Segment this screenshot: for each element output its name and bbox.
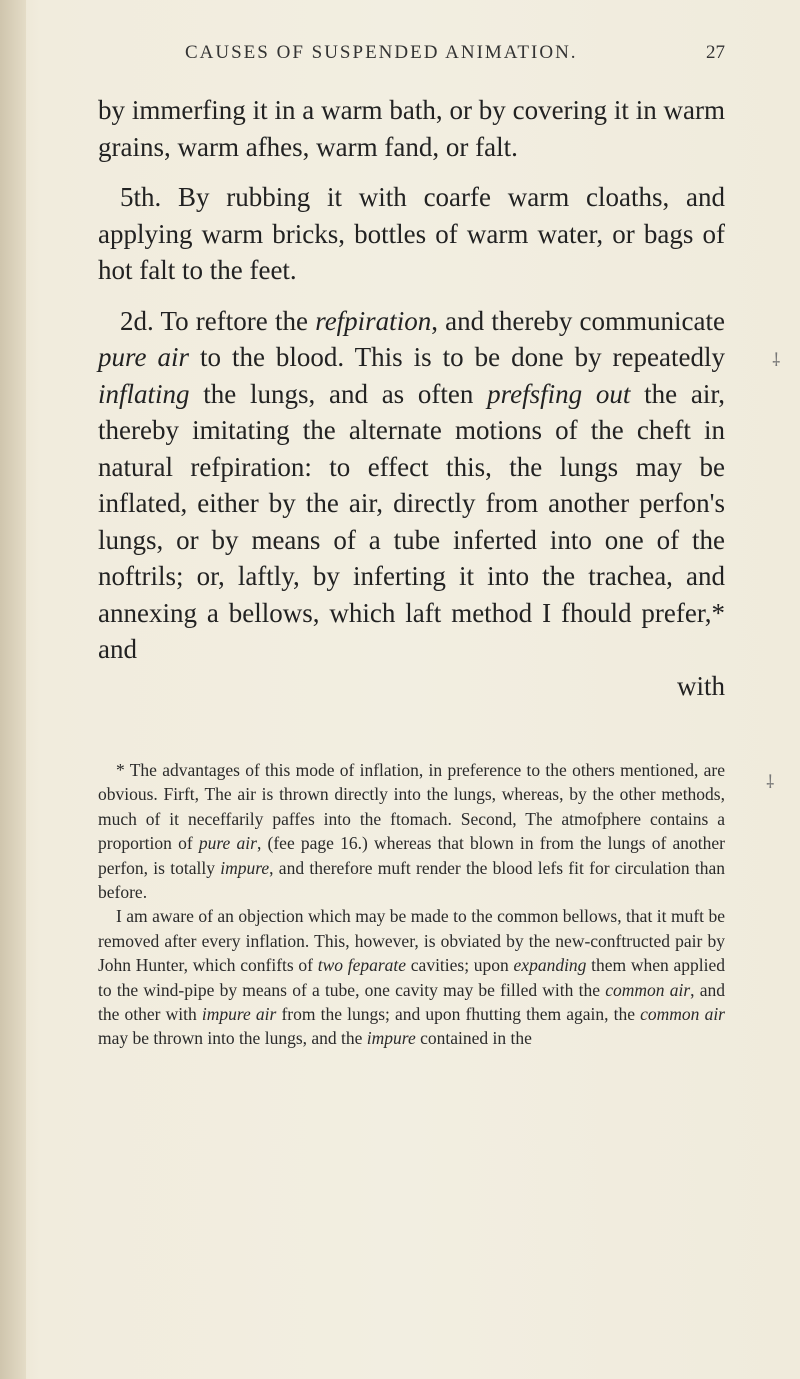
binding-shadow: [0, 0, 26, 1379]
margin-mark-1: ⸸: [772, 350, 781, 370]
paragraph-3: 2d. To reftore the refpiration, and thereby communicate pure air to the blood. This is to be done by repeatedly inflating the lungs, and as often prefsfing out the air, thereby imitating the alternate motions of the cheft in natural refpiration: to effect this, the lungs may be inflated, either by the air, directly from another perfon's lungs, or by means of a tube inferted into one of the noftrils; or, laftly, by inferting it into the trachea, and annexing a bellows, which laft method I fhould prefer,* and: [98, 305, 725, 664]
margin-mark-2: ⸸: [766, 772, 775, 792]
catchword: with: [676, 670, 725, 701]
paragraph-1: by immerfing it in a warm bath, or by covering it in warm grains, warm afhes, warm fand, or falt.: [98, 95, 725, 162]
paragraph-2: 5th. By rubbing it with coarfe warm cloaths, and applying warm bricks, bottles of warm water, or bags of hot falt to the feet.: [98, 182, 725, 285]
header-title: CAUSES OF SUSPENDED ANIMATION.: [185, 42, 578, 63]
page-number: 27: [706, 42, 725, 63]
running-header: [185, 42, 725, 64]
main-text: [98, 92, 725, 704]
footnote-paragraph-1: * The advantages of this mode of inflation, in preference to the others mentioned, are obvious. Firft, The air is thrown directly into the lungs, whereas, by the other methods, much of it neceffarily paffes into the ftomach. Second, The atmofphere contains a proportion of pure air, (fee page 16.) whereas that blown in from the lungs of another perfon, is totally impure, and therefore muft render the blood lefs fit for circulation than before.: [98, 760, 725, 903]
footnote: [98, 758, 725, 1051]
footnote-paragraph-2: I am aware of an objection which may be made to the common bellows, that it muft be removed after every inflation. This, however, is obviated by the new-conftructed pair by John Hunter, which confifts of two feparate cavities; upon expanding them when applied to the wind-pipe by means of a tube, one cavity may be filled with the common air, and the other with impure air from the lungs; and upon fhutting them again, the common air may be thrown into the lungs, and the impure contained in the: [98, 906, 725, 1049]
